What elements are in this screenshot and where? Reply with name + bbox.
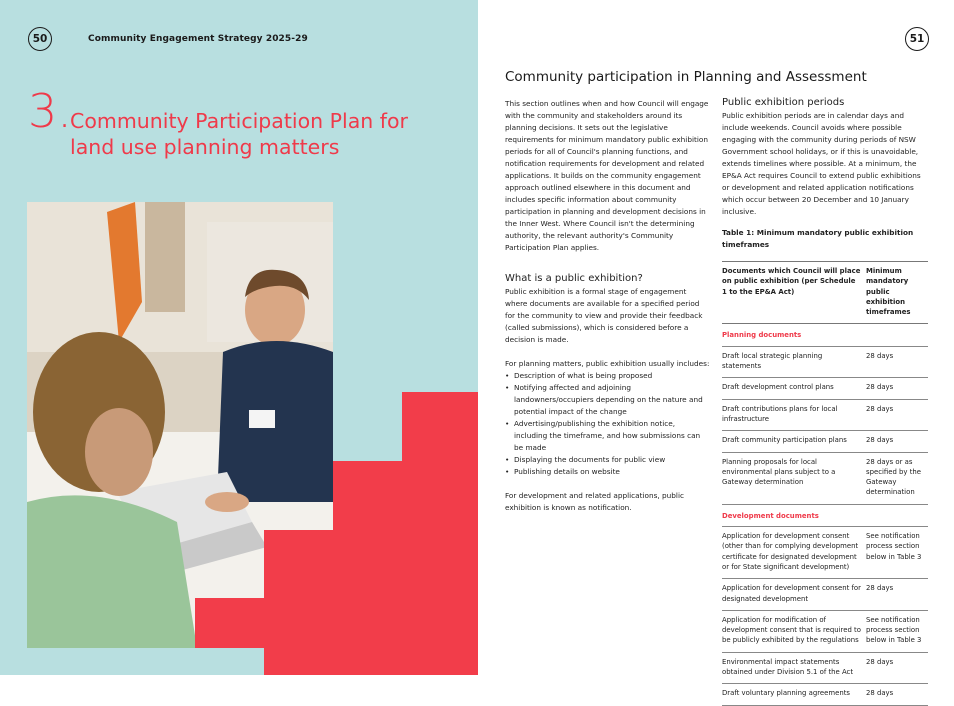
- left-column: [505, 98, 710, 526]
- table-cell: See notification process section below in Table 3: [865, 610, 928, 652]
- column-header-timeframes: Minimum mandatory public exhibition timeframes: [865, 262, 928, 324]
- table-row: [722, 452, 928, 504]
- chapter-number: 3.: [28, 84, 72, 138]
- table-cell: Draft voluntary planning agreements: [722, 684, 865, 705]
- table-cell: Application for development consent (other than for complying development certificate for designated development or for State significant development): [722, 527, 865, 579]
- table-row: [722, 579, 928, 611]
- table-row: [722, 346, 928, 378]
- right-page: [478, 0, 954, 698]
- timeframes-table: [722, 261, 928, 706]
- list-item: • Description of what is being proposed: [505, 370, 710, 382]
- group-row-planning: [722, 324, 928, 346]
- table-cell: 28 days: [865, 431, 928, 452]
- table-row: [722, 684, 928, 705]
- notification-paragraph: For development and related applications, public exhibition is known as notification.: [505, 491, 684, 512]
- table-header-row: [722, 262, 928, 324]
- table-row: [722, 527, 928, 579]
- table-cell: 28 days: [865, 378, 928, 399]
- table-caption: Table 1: Minimum mandatory public exhibition timeframes: [722, 228, 914, 249]
- periods-paragraph: Public exhibition periods are in calendar days and include weekends. Council avoids where possible engaging with the community during periods of NSW Government school holidays, or if this is unavoidable, extends timelines where possible. At a minimum, the EP&A Act requires Council to extend public exhibitions or development and related application notifications which occur between 20 December and 10 January inclusive.: [722, 111, 921, 216]
- list-item: • Displaying the documents for public view: [505, 454, 710, 466]
- red-step-bottom: [195, 598, 275, 648]
- table-cell: Draft development control plans: [722, 378, 865, 399]
- table-row: [722, 399, 928, 431]
- page-number-left: 50: [28, 27, 52, 51]
- table-row: [722, 378, 928, 399]
- section-title: Community participation in Planning and Assessment: [505, 69, 867, 85]
- list-item: • Publishing details on website: [505, 466, 710, 478]
- intro-paragraph: This section outlines when and how Council will engage with the community and stakeholders around its planning decisions. It sets out the legislative requirements for minimum mandatory public exhibition periods for all of Council's planning functions, and notification requirements for development and related applications. It builds on the community engagement approach outlined elsewhere in this document and includes specific information about community participation in planning and development decisions in the Inner West. Where Council isn't the determining authority, the relevant authority's Community Participation Plan applies.: [505, 99, 709, 252]
- list-item: • Advertising/publishing the exhibition notice, including the timeframe, and how submissions can be made: [505, 418, 710, 454]
- table-cell: 28 days: [865, 399, 928, 431]
- group-label: Development documents: [722, 504, 928, 526]
- list-item: • Notifying affected and adjoining landowners/occupiers depending on the nature and potential impact of the change: [505, 382, 710, 418]
- group-row-development: [722, 504, 928, 526]
- column-header-documents: Documents which Council will place on public exhibition (per Schedule 1 to the EP&A Act): [722, 262, 865, 324]
- table-cell: Application for development consent for designated development: [722, 579, 865, 611]
- periods-heading: Public exhibition periods: [722, 97, 845, 108]
- left-page: [0, 0, 478, 675]
- table-cell: 28 days: [865, 579, 928, 611]
- table-cell: 28 days: [865, 652, 928, 684]
- table-cell: Environmental impact statements obtained under Division 5.1 of the Act: [722, 652, 865, 684]
- red-step-middle: [333, 461, 413, 675]
- table-cell: Planning proposals for local environmental plans subject to a Gateway determination: [722, 452, 865, 504]
- page-number-right: 51: [905, 27, 929, 51]
- table-cell: Application for modification of development consent that is required to be publicly exhibited by the regulations: [722, 610, 865, 652]
- table-cell: Draft local strategic planning statements: [722, 346, 865, 378]
- table-cell: 28 days or as specified by the Gateway determination: [865, 452, 928, 504]
- public-exhibition-heading: What is a public exhibition?: [505, 273, 643, 284]
- right-column: [722, 96, 928, 706]
- public-exhibition-paragraph: Public exhibition is a formal stage of engagement where documents are available for a specified period for the community to view and provide their feedback (called submissions), which is considered before a decision is made.: [505, 287, 703, 344]
- table-cell: Draft contributions plans for local infrastructure: [722, 399, 865, 431]
- group-label: Planning documents: [722, 324, 928, 346]
- includes-intro: For planning matters, public exhibition usually includes:: [505, 359, 710, 368]
- table-cell: 28 days: [865, 346, 928, 378]
- includes-list: [505, 370, 710, 478]
- running-header: Community Engagement Strategy 2025-29: [88, 34, 308, 44]
- table-cell: 28 days: [865, 684, 928, 705]
- table-row: [722, 610, 928, 652]
- table-cell: Draft community participation plans: [722, 431, 865, 452]
- table-row: [722, 431, 928, 452]
- red-step-lower: [264, 530, 344, 675]
- table-row: [722, 652, 928, 684]
- chapter-title: Community Participation Plan for land use planning matters: [70, 109, 408, 159]
- red-step-top: [402, 392, 478, 675]
- table-cell: See notification process section below in Table 3: [865, 527, 928, 579]
